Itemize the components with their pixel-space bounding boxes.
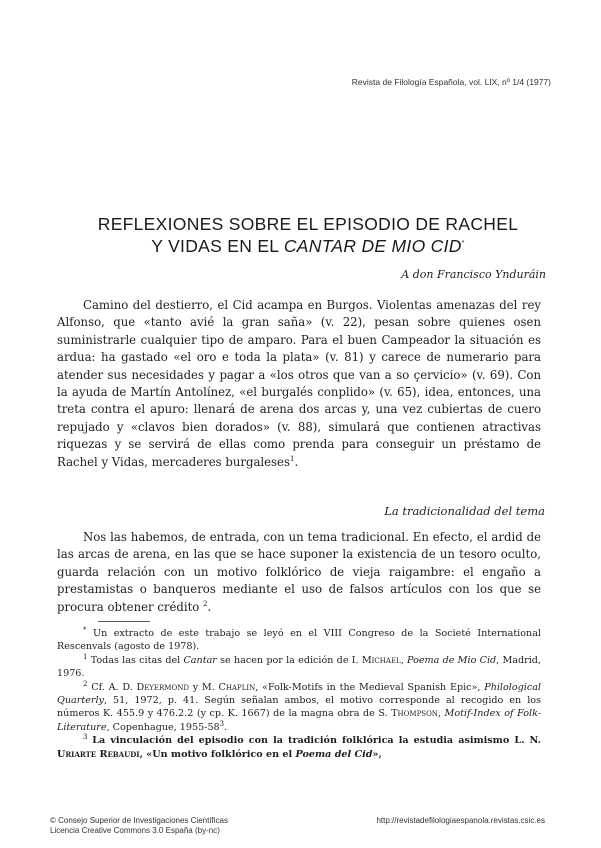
- footnote-2-text-c: y M.: [188, 681, 219, 693]
- footnote-star-mark: *: [83, 625, 87, 634]
- title-line-2: [70, 235, 546, 257]
- footnotes: [57, 627, 541, 761]
- footnote-2-mark: 2: [83, 679, 88, 688]
- section-heading: La tradicionalidad del tema: [384, 504, 545, 518]
- footnote-1-text-g: , Madrid, 1976.: [57, 654, 541, 680]
- footnote-2: $^2$ Cf. A. D. Deyermond y M. Chaplin, «Folk-Motifs in the Medieval Spanish Epic», Philological Quarterly, 51, 1972, p. 41. Según señalan ambos, el motivo corresponde al recogido en los números K. 455.9 y 476.2.2 (y cp. K. 1667) de la magna obra de S. Thompson, Motif-Index of Folk-Literature, Copenhague, $1955-58^3$.: [57, 679, 541, 733]
- footnote-2-author-2: Chaplin: [218, 681, 256, 693]
- footnote-3: [57, 734, 541, 761]
- body-paragraph-2: Nos las habemos, de entrada, con un tema tradicional. En efecto, el ardid de las arcas de arena, en las que se hace suponer la existencia de un tesoro oculto, guarda relación con un motivo folklórico de vieja raigambre: el engaño a prestamistas o banqueros mediante el uso de falsos artículos con los que se procura obtener crédito $^2$.: [57, 530, 541, 614]
- footnote-1-text-c: se hacen por la edición de I.: [216, 654, 362, 666]
- license-line-2[interactable]: Licencia Creative Commons 3.0 España (by-nc): [50, 826, 220, 835]
- paragraph-1-text: Camino del destierro, el Cid acampa en Burgos. Violentas amenazas del rey Alfonso, que «tanto avié la gran saña» (v. 22), pesan sobre quienes osen suministrarle cualquier tipo de amparo. Para el buen Campeador la situación es ardua: ha gastado «el oro e toda la plata» (v. 81) y carece de numerario para atender sus necesidades y pagar a «los otros que van a so çervicio» (v. 69). Con la ayuda de Martín Antolínez, «el burgalés conplido» (v. 65), idea, entonces, una treta contra el apuro: llenará de arena dos arcas y, una vez cubiertas de cuero repujado y «clavos bien dorados» (v. 88), simulará que contienen atractivas riquezas y se servirá de ellas como prenda para conseguir un préstamo de Rachel y Vidas, mercaderes burgaleses: [57, 298, 541, 469]
- footnote-2-author-3: Thompson: [391, 708, 438, 720]
- footnote-2-text-e: , «Folk-Motifs in the Medieval Spanish Epic»,: [255, 681, 485, 693]
- license-line-1: © Consejo Superior de Investigaciones Científicas: [50, 816, 228, 825]
- dedication: A don Francisco Ynduráin: [401, 268, 546, 281]
- footnote-3-work: Poema del Cid: [295, 748, 373, 760]
- footnote-star: [57, 627, 541, 654]
- footnote-3-text-e: »,: [372, 748, 382, 760]
- footnote-3-author: Uriarte Rebaudi: [57, 748, 140, 760]
- footnote-3-text-c: , «Un motivo folklórico en el: [139, 748, 296, 760]
- footnote-divider: [98, 621, 150, 622]
- footnote-1-work: Poema de Mio Cid: [407, 654, 497, 666]
- title-line-1: REFLEXIONES SOBRE EL EPISODIO DE RACHEL: [97, 214, 519, 234]
- footnote-ref-2[interactable]: 2: [203, 599, 208, 608]
- journal-url[interactable]: http://revistadefilologiaespanola.revistas.csic.es: [376, 816, 545, 825]
- journal-header: Revista de Filología Española, vol. LIX, nº 1/4 (1977): [351, 77, 551, 87]
- footnote-3-mark: 3: [83, 733, 88, 742]
- footnote-1: [57, 654, 541, 681]
- title-work-name: CANTAR DE MIO CID: [283, 236, 462, 256]
- title-footnote-mark: *: [461, 240, 465, 248]
- footnote-1-text-a: Todas las citas del: [90, 654, 184, 666]
- footnote-1-mark: 1: [83, 652, 88, 661]
- footnote-1-text-b: Cantar: [183, 654, 217, 666]
- footnote-2-journal: Philological Quarterly: [57, 681, 541, 707]
- body-paragraph-1: Camino del destierro, el Cid acampa en Burgos. Violentas amenazas del rey Alfonso, que «tanto avié la gran saña» (v. 22), pesan sobre quienes osen suministrarle cualquier tipo de amparo. Para el buen Campeador la situación es ardua: ha gastado «el oro e toda la plata» (v. 81) y carece de numerario para atender sus necesidades y pagar a «los otros que van a so çervicio» (v. 69). Con la ayuda de Martín Antolínez, «el burgalés conplido» (v. 65), idea, entonces, una treta contra el apuro: llenará de arena dos arcas y, una vez cubiertas de cuero repujado y «clavos bien dorados» (v. 88), simulará que contienen atractivas riquezas y se servirá de ellas como prenda para conseguir un préstamo de Rachel y Vidas, mercaderes burgaleses$^1$.: [57, 298, 541, 469]
- article-title: [70, 213, 546, 257]
- footnote-ref-1[interactable]: 1: [289, 454, 295, 463]
- license-notice: [50, 816, 228, 836]
- footnote-3-text-a: La vinculación del episodio con la tradición folklórica la estudia asimismo L. N.: [92, 735, 541, 747]
- footnote-2-text-a: Cf. A. D.: [91, 681, 137, 693]
- footnote-2-text-k: , Copenhague, 1955-58: [106, 721, 220, 733]
- footnote-2-text-g: , 51, 1972, p. 41. Según señalan ambos, el motivo corresponde al recogido en los números K. 455.9 y 476.2.2 (y cp. K. 1667) de la magna obra de S.: [57, 695, 541, 720]
- footnote-2-work: Motif-Index of Folk-Literature: [57, 708, 541, 733]
- footnote-2-inner-ref: 3: [219, 719, 225, 728]
- footnote-2-author-1: Deyermond: [136, 681, 189, 693]
- footnote-1-text-e: ,: [400, 654, 408, 666]
- footnote-1-author: Michael: [361, 654, 401, 666]
- footnote-2-text-i: ,: [437, 708, 445, 720]
- title-line-2-start: Y VIDAS EN EL: [151, 236, 284, 256]
- paragraph-2-text: Nos las habemos, de entrada, con un tema tradicional. En efecto, el ardid de las arcas de arena, en las que se hace suponer la existencia de un tesoro oculto, guarda relación con un motivo folklórico de vieja raigambre: el engaño a prestamistas o banqueros mediante el uso de falsos artículos con los que se procura obtener crédito: [57, 530, 541, 614]
- footnote-star-text: Un extracto de este trabajo se leyó en el VIII Congreso de la Societé International Rescenvals (agosto de 1978).: [57, 628, 541, 653]
